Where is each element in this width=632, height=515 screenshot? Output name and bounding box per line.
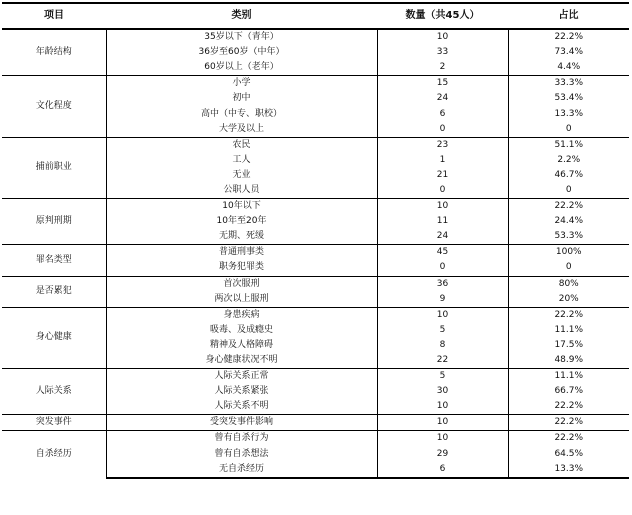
count-cell: 10 bbox=[377, 431, 508, 447]
ratio-cell: 22.2% bbox=[508, 307, 629, 323]
table-row bbox=[2, 276, 629, 292]
category-cell: 公职人员 bbox=[106, 183, 377, 199]
ratio-cell: 13.3% bbox=[508, 106, 629, 121]
ratio-cell: 48.9% bbox=[508, 353, 629, 369]
count-cell: 24 bbox=[377, 91, 508, 106]
count-cell: 2 bbox=[377, 60, 508, 76]
ratio-cell: 22.2% bbox=[508, 399, 629, 415]
count-cell: 0 bbox=[377, 260, 508, 276]
count-cell: 21 bbox=[377, 168, 508, 183]
category-cell: 大学及以上 bbox=[106, 122, 377, 138]
category-cell: 无自杀经历 bbox=[106, 462, 377, 478]
header-item: 项目 bbox=[2, 3, 106, 29]
header-ratio: 占比 bbox=[508, 3, 629, 29]
group-label: 文化程度 bbox=[2, 76, 106, 137]
category-cell: 工人 bbox=[106, 153, 377, 168]
table-body bbox=[2, 29, 629, 478]
table-row bbox=[2, 369, 629, 385]
group-label: 年龄结构 bbox=[2, 29, 106, 76]
category-cell: 身心健康状况不明 bbox=[106, 353, 377, 369]
category-cell: 60岁以上（老年） bbox=[106, 60, 377, 76]
group-label: 罪名类型 bbox=[2, 245, 106, 276]
count-cell: 30 bbox=[377, 384, 508, 399]
category-cell: 曾有自杀行为 bbox=[106, 431, 377, 447]
count-cell: 1 bbox=[377, 153, 508, 168]
count-cell: 11 bbox=[377, 214, 508, 229]
ratio-cell: 2.2% bbox=[508, 153, 629, 168]
ratio-cell: 13.3% bbox=[508, 462, 629, 478]
count-cell: 15 bbox=[377, 76, 508, 92]
ratio-cell: 4.4% bbox=[508, 60, 629, 76]
category-cell: 人际关系正常 bbox=[106, 369, 377, 385]
ratio-cell: 24.4% bbox=[508, 214, 629, 229]
category-cell: 35岁以下（青年） bbox=[106, 29, 377, 45]
group-label: 身心健康 bbox=[2, 307, 106, 368]
count-cell: 10 bbox=[377, 399, 508, 415]
ratio-cell: 46.7% bbox=[508, 168, 629, 183]
group-label: 捕前职业 bbox=[2, 137, 106, 198]
ratio-cell: 11.1% bbox=[508, 369, 629, 385]
count-cell: 45 bbox=[377, 245, 508, 261]
category-cell: 吸毒、及成瘾史 bbox=[106, 323, 377, 338]
category-cell: 无业 bbox=[106, 168, 377, 183]
count-cell: 10 bbox=[377, 307, 508, 323]
group-label: 人际关系 bbox=[2, 369, 106, 415]
category-cell: 普通刑事类 bbox=[106, 245, 377, 261]
category-cell: 首次服刑 bbox=[106, 276, 377, 292]
category-cell: 10年至20年 bbox=[106, 214, 377, 229]
table-row bbox=[2, 415, 629, 431]
ratio-cell: 22.2% bbox=[508, 431, 629, 447]
category-cell: 人际关系不明 bbox=[106, 399, 377, 415]
category-cell: 初中 bbox=[106, 91, 377, 106]
header-row bbox=[2, 3, 629, 29]
ratio-cell: 0 bbox=[508, 260, 629, 276]
group-label: 是否累犯 bbox=[2, 276, 106, 307]
table-row bbox=[2, 76, 629, 92]
table-row bbox=[2, 199, 629, 215]
count-cell: 23 bbox=[377, 137, 508, 153]
count-cell: 0 bbox=[377, 183, 508, 199]
category-cell: 曾有自杀想法 bbox=[106, 447, 377, 462]
category-cell: 职务犯罪类 bbox=[106, 260, 377, 276]
group-label: 原判刑期 bbox=[2, 199, 106, 245]
count-cell: 6 bbox=[377, 106, 508, 121]
count-cell: 22 bbox=[377, 353, 508, 369]
count-cell: 9 bbox=[377, 292, 508, 308]
category-cell: 小学 bbox=[106, 76, 377, 92]
count-cell: 5 bbox=[377, 323, 508, 338]
ratio-cell: 17.5% bbox=[508, 338, 629, 353]
ratio-cell: 66.7% bbox=[508, 384, 629, 399]
ratio-cell: 51.1% bbox=[508, 137, 629, 153]
count-cell: 5 bbox=[377, 369, 508, 385]
ratio-cell: 0 bbox=[508, 183, 629, 199]
count-cell: 33 bbox=[377, 45, 508, 60]
ratio-cell: 20% bbox=[508, 292, 629, 308]
table-header bbox=[2, 3, 629, 29]
ratio-cell: 53.3% bbox=[508, 229, 629, 245]
category-cell: 身患疾病 bbox=[106, 307, 377, 323]
header-count: 数量（共45人） bbox=[377, 3, 508, 29]
ratio-cell: 22.2% bbox=[508, 415, 629, 431]
count-cell: 8 bbox=[377, 338, 508, 353]
table-row bbox=[2, 431, 629, 447]
category-cell: 36岁至60岁（中年） bbox=[106, 45, 377, 60]
count-cell: 36 bbox=[377, 276, 508, 292]
ratio-cell: 100% bbox=[508, 245, 629, 261]
ratio-cell: 64.5% bbox=[508, 447, 629, 462]
table-row bbox=[2, 29, 629, 45]
ratio-cell: 11.1% bbox=[508, 323, 629, 338]
category-cell: 精神及人格障碍 bbox=[106, 338, 377, 353]
count-cell: 10 bbox=[377, 199, 508, 215]
group-label: 突发事件 bbox=[2, 415, 106, 431]
ratio-cell: 22.2% bbox=[508, 29, 629, 45]
count-cell: 10 bbox=[377, 415, 508, 431]
category-cell: 农民 bbox=[106, 137, 377, 153]
category-cell: 受突发事件影响 bbox=[106, 415, 377, 431]
group-label: 自杀经历 bbox=[2, 431, 106, 478]
category-cell: 高中（中专、职校） bbox=[106, 106, 377, 121]
category-cell: 人际关系紧张 bbox=[106, 384, 377, 399]
table-row bbox=[2, 307, 629, 323]
ratio-cell: 80% bbox=[508, 276, 629, 292]
statistics-table bbox=[2, 2, 629, 479]
table-row bbox=[2, 137, 629, 153]
count-cell: 10 bbox=[377, 29, 508, 45]
ratio-cell: 0 bbox=[508, 122, 629, 138]
table-row bbox=[2, 245, 629, 261]
ratio-cell: 53.4% bbox=[508, 91, 629, 106]
ratio-cell: 73.4% bbox=[508, 45, 629, 60]
count-cell: 29 bbox=[377, 447, 508, 462]
category-cell: 10年以下 bbox=[106, 199, 377, 215]
ratio-cell: 22.2% bbox=[508, 199, 629, 215]
count-cell: 0 bbox=[377, 122, 508, 138]
count-cell: 6 bbox=[377, 462, 508, 478]
ratio-cell: 33.3% bbox=[508, 76, 629, 92]
count-cell: 24 bbox=[377, 229, 508, 245]
category-cell: 无期、死缓 bbox=[106, 229, 377, 245]
category-cell: 两次以上服刑 bbox=[106, 292, 377, 308]
header-category: 类别 bbox=[106, 3, 377, 29]
